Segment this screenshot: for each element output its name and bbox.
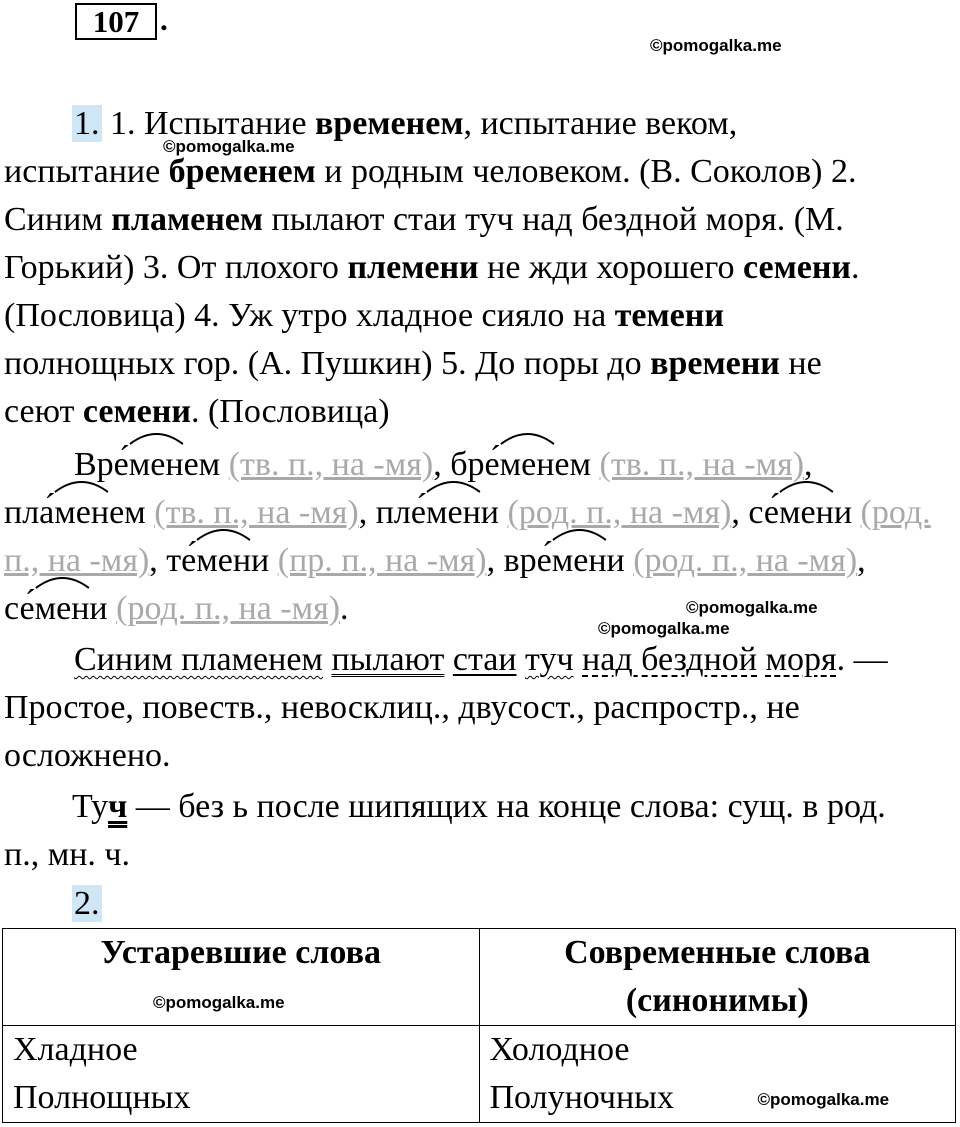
word-ending: и — [89, 590, 108, 627]
text-run: — без ь после шипящих на конце слова: сущ. в род. — [127, 788, 886, 825]
text-run: (Пословица) 4. Уж утро хладное сияло на — [4, 297, 615, 334]
table-cell-old — [3, 1026, 480, 1123]
word-suffix: мен — [779, 494, 834, 531]
spelling-line-1 — [72, 787, 886, 827]
text-run: 1. Испытание — [110, 105, 316, 142]
header-text: Современные слова — [564, 934, 871, 971]
text-line-2 — [4, 152, 856, 192]
suffix-arc — [54, 493, 109, 533]
text-line-4 — [4, 248, 860, 288]
word-suffix: мен — [196, 542, 252, 579]
text-run: сеют — [4, 393, 83, 430]
spelling-letter: ч — [108, 788, 128, 825]
analysis-line-1: Вре́ менем (тв. п., на -мя), бре́ менем (тв. п., на -мя), — [74, 445, 813, 485]
grammar-note: п., на -мя) — [4, 542, 150, 579]
grammar-note: (род. п., на -мя) — [633, 542, 858, 579]
analysis-line-3: п., на -мя), те́ мени (пр. п., на -мя), вре́ мени (род. п., на -мя), — [4, 541, 866, 581]
watermark: ©pomogalka.me — [757, 1090, 890, 1109]
cell-text: Полуночных — [489, 1079, 675, 1116]
word-suffix: мен — [499, 446, 555, 483]
word-root: те́ — [166, 542, 197, 579]
table-header-old — [3, 929, 480, 1026]
parse-adverbial: над бездной — [582, 641, 757, 678]
watermark: ©pomogalka.me — [650, 36, 782, 55]
exercise-number: 107 — [75, 3, 157, 40]
text-line-7 — [4, 392, 390, 432]
word-suffix: мен — [128, 446, 184, 483]
word-suffix: мен — [551, 542, 607, 579]
watermark: ©pomogalka.me — [686, 598, 818, 617]
word-ending: и — [833, 494, 853, 531]
word-root: бре́ — [450, 446, 500, 483]
suffix-arc — [129, 445, 184, 485]
suffix-arc — [426, 493, 481, 533]
word-ending: и — [480, 494, 499, 531]
word-suffix: мен — [425, 494, 481, 531]
watermark: ©pomogalka.me — [153, 993, 285, 1012]
text-run: не — [779, 345, 822, 382]
word-ending: ем — [554, 446, 592, 483]
grammar-note: (тв. п., на -мя) — [228, 446, 434, 483]
suffix-arc — [500, 445, 555, 485]
parse-attribute: туч — [525, 641, 574, 678]
grammar-note: (пр. п., на -мя) — [277, 542, 487, 579]
word-root: пла́ — [4, 494, 55, 531]
text-run: полнощных гор. (А. Пушкин) 5. До поры до — [4, 345, 651, 382]
word-ending: и — [251, 542, 270, 579]
suffix-arc — [779, 493, 834, 533]
text-run: Ту — [72, 788, 109, 825]
text-line-3 — [4, 200, 844, 240]
table-header-new — [479, 929, 956, 1026]
text-run: не жди хорошего — [478, 249, 743, 286]
highlight-word: времени — [650, 345, 780, 382]
word-root: се́ — [4, 590, 35, 627]
word-suffix: мен — [34, 590, 90, 627]
text-run: пылают стаи туч над бездной моря. (М. — [263, 201, 844, 238]
part2-label: 2. — [74, 885, 100, 922]
grammar-note: (тв. п., на -мя) — [599, 446, 805, 483]
text-run: , испытание веком, — [463, 105, 738, 142]
table-row — [3, 1026, 956, 1123]
suffix-arc — [35, 589, 90, 629]
word-suffix: мен — [54, 494, 110, 531]
part1-label: 1. — [74, 105, 100, 142]
part2-label-line — [72, 884, 102, 924]
parse-subject: стаи — [452, 641, 517, 678]
suffix-arc — [196, 541, 251, 581]
header-text: (синонимы) — [625, 982, 809, 1019]
analysis-line-2: пла́ менем (тв. п., на -мя), пле́ мени (род. п., на -мя), се́ мени (род. — [4, 493, 931, 533]
watermark: ©pomogalka.me — [163, 137, 295, 156]
cell-text: Холодное — [489, 1031, 630, 1068]
text-run: Синим — [4, 201, 112, 238]
word-root: се́ — [748, 494, 780, 531]
highlight-word: пламенем — [111, 201, 264, 238]
parse-predicate-adverbial: Синим пламенем — [74, 641, 323, 678]
highlight-word: семени — [82, 393, 191, 430]
cell-text: Полнощных — [13, 1079, 191, 1116]
text-run: . — — [836, 641, 888, 678]
exercise-number-dot: . — [160, 2, 168, 37]
word-root: Вре́ — [74, 446, 129, 483]
grammar-note: (род. п., на -мя) — [116, 590, 341, 627]
parse-line — [74, 640, 888, 680]
word-ending: ем — [183, 446, 221, 483]
grammar-note: (род. — [860, 494, 931, 531]
word-root: вре́ — [503, 542, 552, 579]
parse-object: моря — [765, 641, 837, 678]
text-run: . — [851, 249, 860, 286]
analysis-line-4: се́ мени (род. п., на -мя). — [4, 589, 349, 629]
text-run: . (Пословица) — [190, 393, 390, 430]
table-header-row — [3, 929, 956, 1026]
word-ending: ем — [109, 494, 146, 531]
suffix-arc — [552, 541, 607, 581]
header-text: Устаревшие слова — [100, 934, 381, 971]
highlight-word: племени — [347, 249, 479, 286]
watermark: ©pomogalka.me — [598, 619, 730, 638]
highlight-word: бременем — [168, 153, 316, 190]
grammar-note: (тв. п., на -мя) — [154, 494, 359, 531]
text-run: и родным человеком. (В. Соколов) 2. — [315, 153, 857, 190]
text-line-6 — [4, 344, 822, 384]
parse-desc-1: Простое, повеств., невосклиц., двусост., распростр., не — [4, 689, 800, 726]
highlight-word: темени — [614, 297, 724, 334]
parse-predicate: пылают — [331, 641, 445, 678]
table-cell-new — [479, 1026, 956, 1123]
cell-text: Хладное — [13, 1031, 138, 1068]
text-run: испытание — [4, 153, 169, 190]
highlight-word: семени — [742, 249, 852, 286]
highlight-word: временем — [315, 105, 464, 142]
text-run: Горький) 3. От плохого — [4, 249, 348, 286]
spelling-line-2: п., мн. ч. — [4, 836, 131, 873]
synonyms-table — [2, 928, 956, 1123]
text-line-5 — [4, 296, 724, 336]
parse-desc-2: осложнено. — [4, 737, 171, 774]
word-ending: и — [606, 542, 625, 579]
word-root: пле́ — [375, 494, 426, 531]
grammar-note: (род. п., на -мя) — [507, 494, 732, 531]
